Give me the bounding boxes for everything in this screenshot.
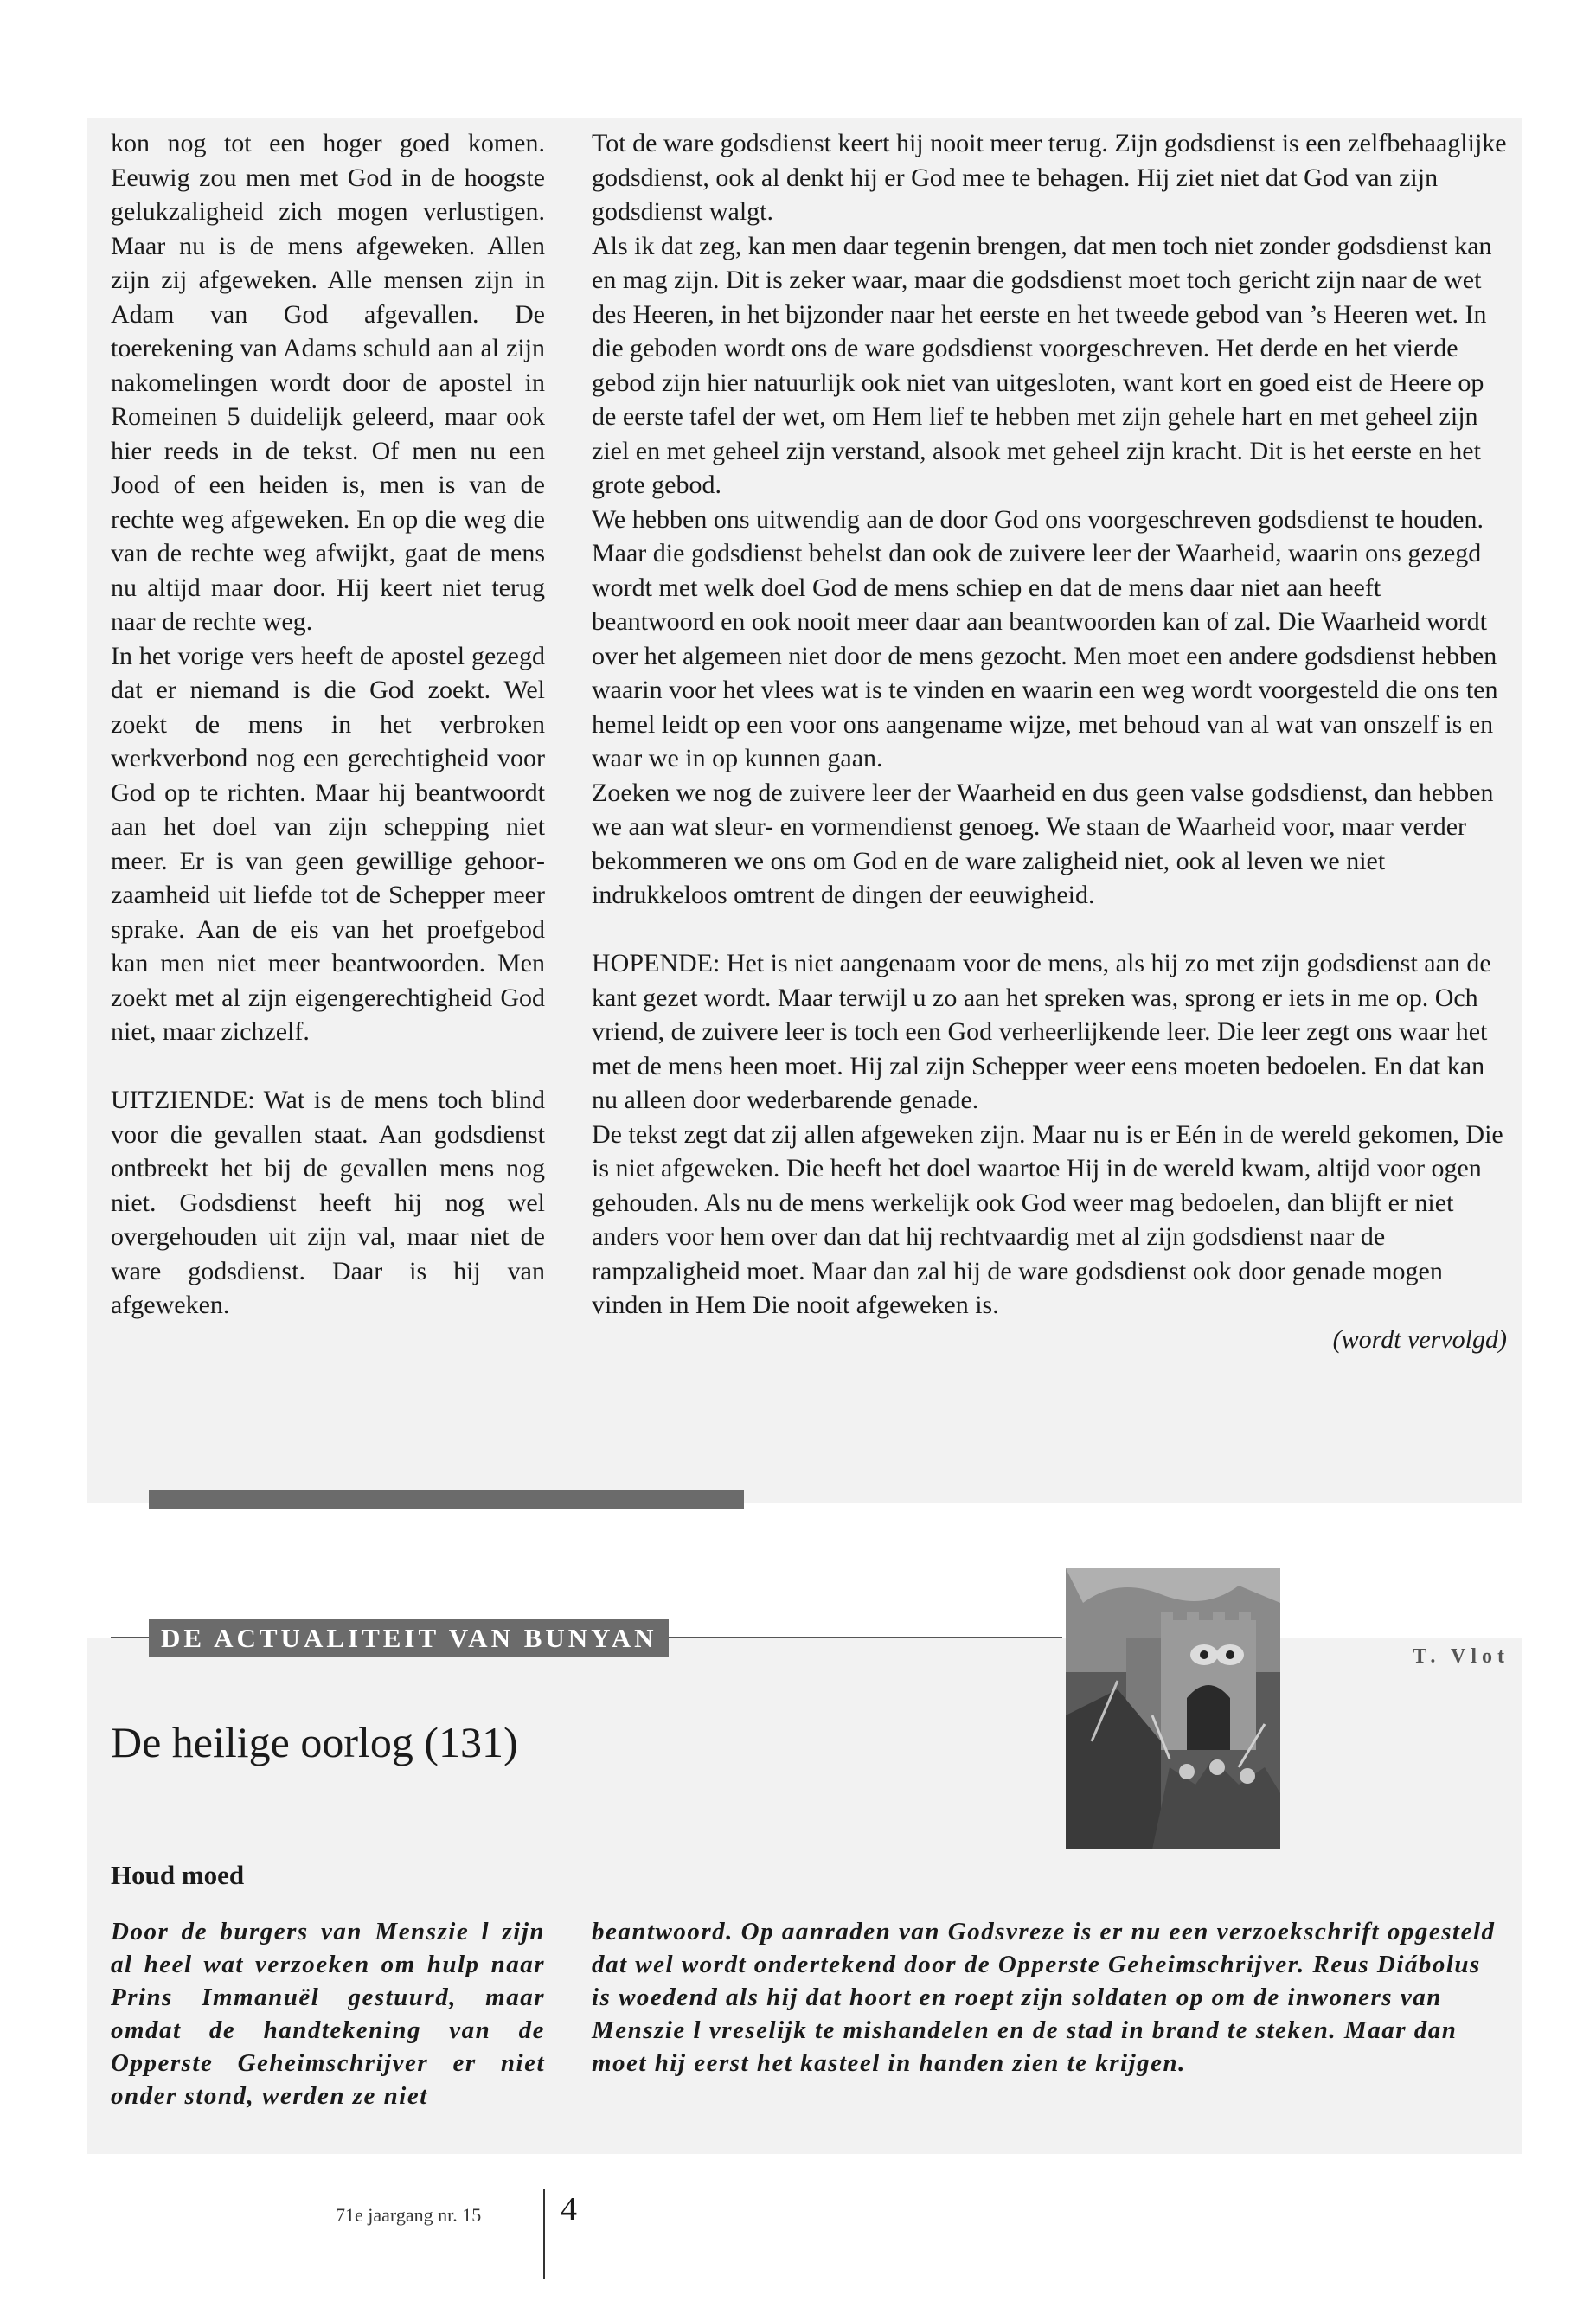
issue-info: 71e jaargang nr. 15 bbox=[336, 2204, 482, 2226]
intro-right: beantwoord. Op aanraden van Godsvreze is er nu een verzoekschrift opgesteld dat wel wordt ondertekend door de Opperste Geheimschrijver. Reus Diábolus is woedend als hij dat hoort en roept zijn soldaten op om de inwoners van Menszie l vreselijk te mishandelen en de stad in brand te steken. Maar dan moet hij eerst het kasteel in handen zien te krijgen. bbox=[592, 1918, 1496, 2077]
footer-rule bbox=[543, 2189, 545, 2279]
castle-siege-illustration bbox=[1066, 1568, 1280, 1849]
article-right-column bbox=[592, 126, 1507, 1356]
paragraph: kon nog tot een hoger goed komen. Eeuwig zou men met God in de hoogste gelukzaligheid zich mogen verlustigen. Maar nu is de mens afgeweken. Allen zijn zij afgeweken. Alle mensen zijn in Adam van God afgevallen. De toerekening van Adams schuld aan al zijn nakomelingen wordt door de apostel in Romeinen 5 duidelijk geleerd, maar ook hier reeds in de tekst. Of men nu een Jood of een heiden is, men is van de rechte weg afgeweken. En op die weg die van de rechte weg afwijkt, gaat de mens nu altijd maar door. Hij keert niet terug naar de rechte weg. bbox=[111, 129, 545, 636]
section-divider-bar bbox=[149, 1490, 744, 1509]
author-name: T. Vlot bbox=[1413, 1645, 1509, 1668]
continued-note: (wordt vervolgd) bbox=[1332, 1324, 1507, 1354]
intro-left: Door de burgers van Menszie l zijn al heel wat verzoeken om hulp naar Prins Immanuël gestuurd, maar omdat de handtekening van de Opperste Geheimschrijver er niet onder stond, werden ze niet bbox=[111, 1918, 545, 2110]
article-subheading: Houd moed bbox=[111, 1860, 245, 1890]
paragraph: Tot de ware godsdienst keert hij nooit meer terug. Zijn godsdienst is een zelfbehaaglijke godsdienst, ook al denkt hij er God mee te behagen. Hij ziet niet dat God van zijn godsdienst walgt. bbox=[592, 129, 1507, 226]
paragraph: We hebben ons uitwendig aan de door God ons voorgeschreven godsdienst te houden. Maar die godsdienst behelst dan ook de zuivere leer der Waarheid, waarin ons gezegd wordt met welk doel God de mens schiep en dat de mens daar niet aan heeft beantwoord en ook nooit meer daar aan beantwoorden kan of zal. Die Waarheid wordt over het algemeen niet door de mens gezocht. Men moet een andere godsdienst hebben waarin voor het vlees wat is te vinden en waarin een weg wordt voorgesteld die ons ten hemel leidt op een voor ons aangename wijze, met behoud van al wat van onszelf is en waar we in op kunnen gaan. bbox=[592, 504, 1498, 772]
paragraph: Als ik dat zeg, kan men daar tegenin brengen, dat men toch niet zonder godsdienst kan en mag zijn. Dit is zeker waar, maar die godsdienst moet toch gericht zijn naar de wet des Heeren, in het bijzonder naar het eerste en het tweede gebod van ’s Heeren wet. In die geboden wordt ons de ware godsdienst voorgeschreven. Het derde en het vierde gebod zijn hier natuurlijk ook niet van uitgesloten, want kort en goed eist de Heere op de eerste tafel der wet, om Hem lief te hebben met zijn gehele hart en met geheel zijn ziel en met geheel zijn verstand, alsook met geheel zijn kracht. Dit is het eerste en het grote gebod. bbox=[592, 231, 1492, 499]
paragraph: In het vorige vers heeft de apostel gezegd dat er niemand is die God zoekt. Wel zoekt de mens in het verbroken werkverbond nog een gerechtigheid voor God op te richten. Maar hij beantwoordt aan het doel van zijn schepping niet meer. Er is van geen gewillige gehoorzaamheid uit liefde tot de Schepper meer sprake. Aan de eis van het proefgebod kan men niet meer beantwoorden. Men zoekt met al zijn eigengerechtigheid God niet, maar zichzelf. bbox=[111, 641, 545, 1046]
paragraph: HOPENDE: Het is niet aangenaam voor de mens, als hij zo met zijn godsdienst aan de kant gezet wordt. Maar terwijl u zo aan het spreken was, sprong er iets in me op. Och vriend, de zuivere leer is toch een God verheerlijkende leer. Die leer zegt ons waar het met de mens heen moet. Hij zal zijn Schepper weer eens moeten bedoelen. En dat kan nu alleen door wederbarende genade. bbox=[592, 949, 1491, 1114]
paragraph: UITZIENDE: Wat is de mens toch blind voor die gevallen staat. Aan godsdienst ontbreekt het bij de gevallen mens nog niet. Godsdienst heeft hij nog wel overgehouden uit zijn val, maar niet de ware godsdienst. Daar is hij van afgeweken. bbox=[111, 1086, 545, 1319]
paragraph: Zoeken we nog de zuivere leer der Waarheid en dus geen valse godsdienst, dan hebben we aan wat sleur- en vormendienst genoeg. We staan de Waarheid voor, maar verder bekommeren we ons om God en de ware zaligheid niet, ook al leven we niet indrukkeloos omtrent de dingen der eeuwigheid. bbox=[592, 778, 1494, 909]
article-title: De heilige oorlog (131) bbox=[111, 1718, 518, 1766]
section-label: DE ACTUALITEIT VAN BUNYAN bbox=[149, 1619, 669, 1657]
page-number: 4 bbox=[561, 2191, 577, 2227]
paragraph: De tekst zegt dat zij allen afgeweken zijn. Maar nu is er Eén in de wereld gekomen, Die is niet afgeweken. Die heeft het doel waartoe Hij in de wereld kwam, altijd voor ogen gehouden. Als nu de mens werkelijk ook God weer mag bedoelen, dan blijft er niet anders voor hem over dan dat hij rechtvaardig met al zijn godsdienst naar de rampzaligheid moet. Maar dan zal hij de ware godsdienst ook door genade mogen vinden in Hem Die nooit afgeweken is. bbox=[592, 1119, 1503, 1319]
article-left-column bbox=[111, 126, 545, 1323]
